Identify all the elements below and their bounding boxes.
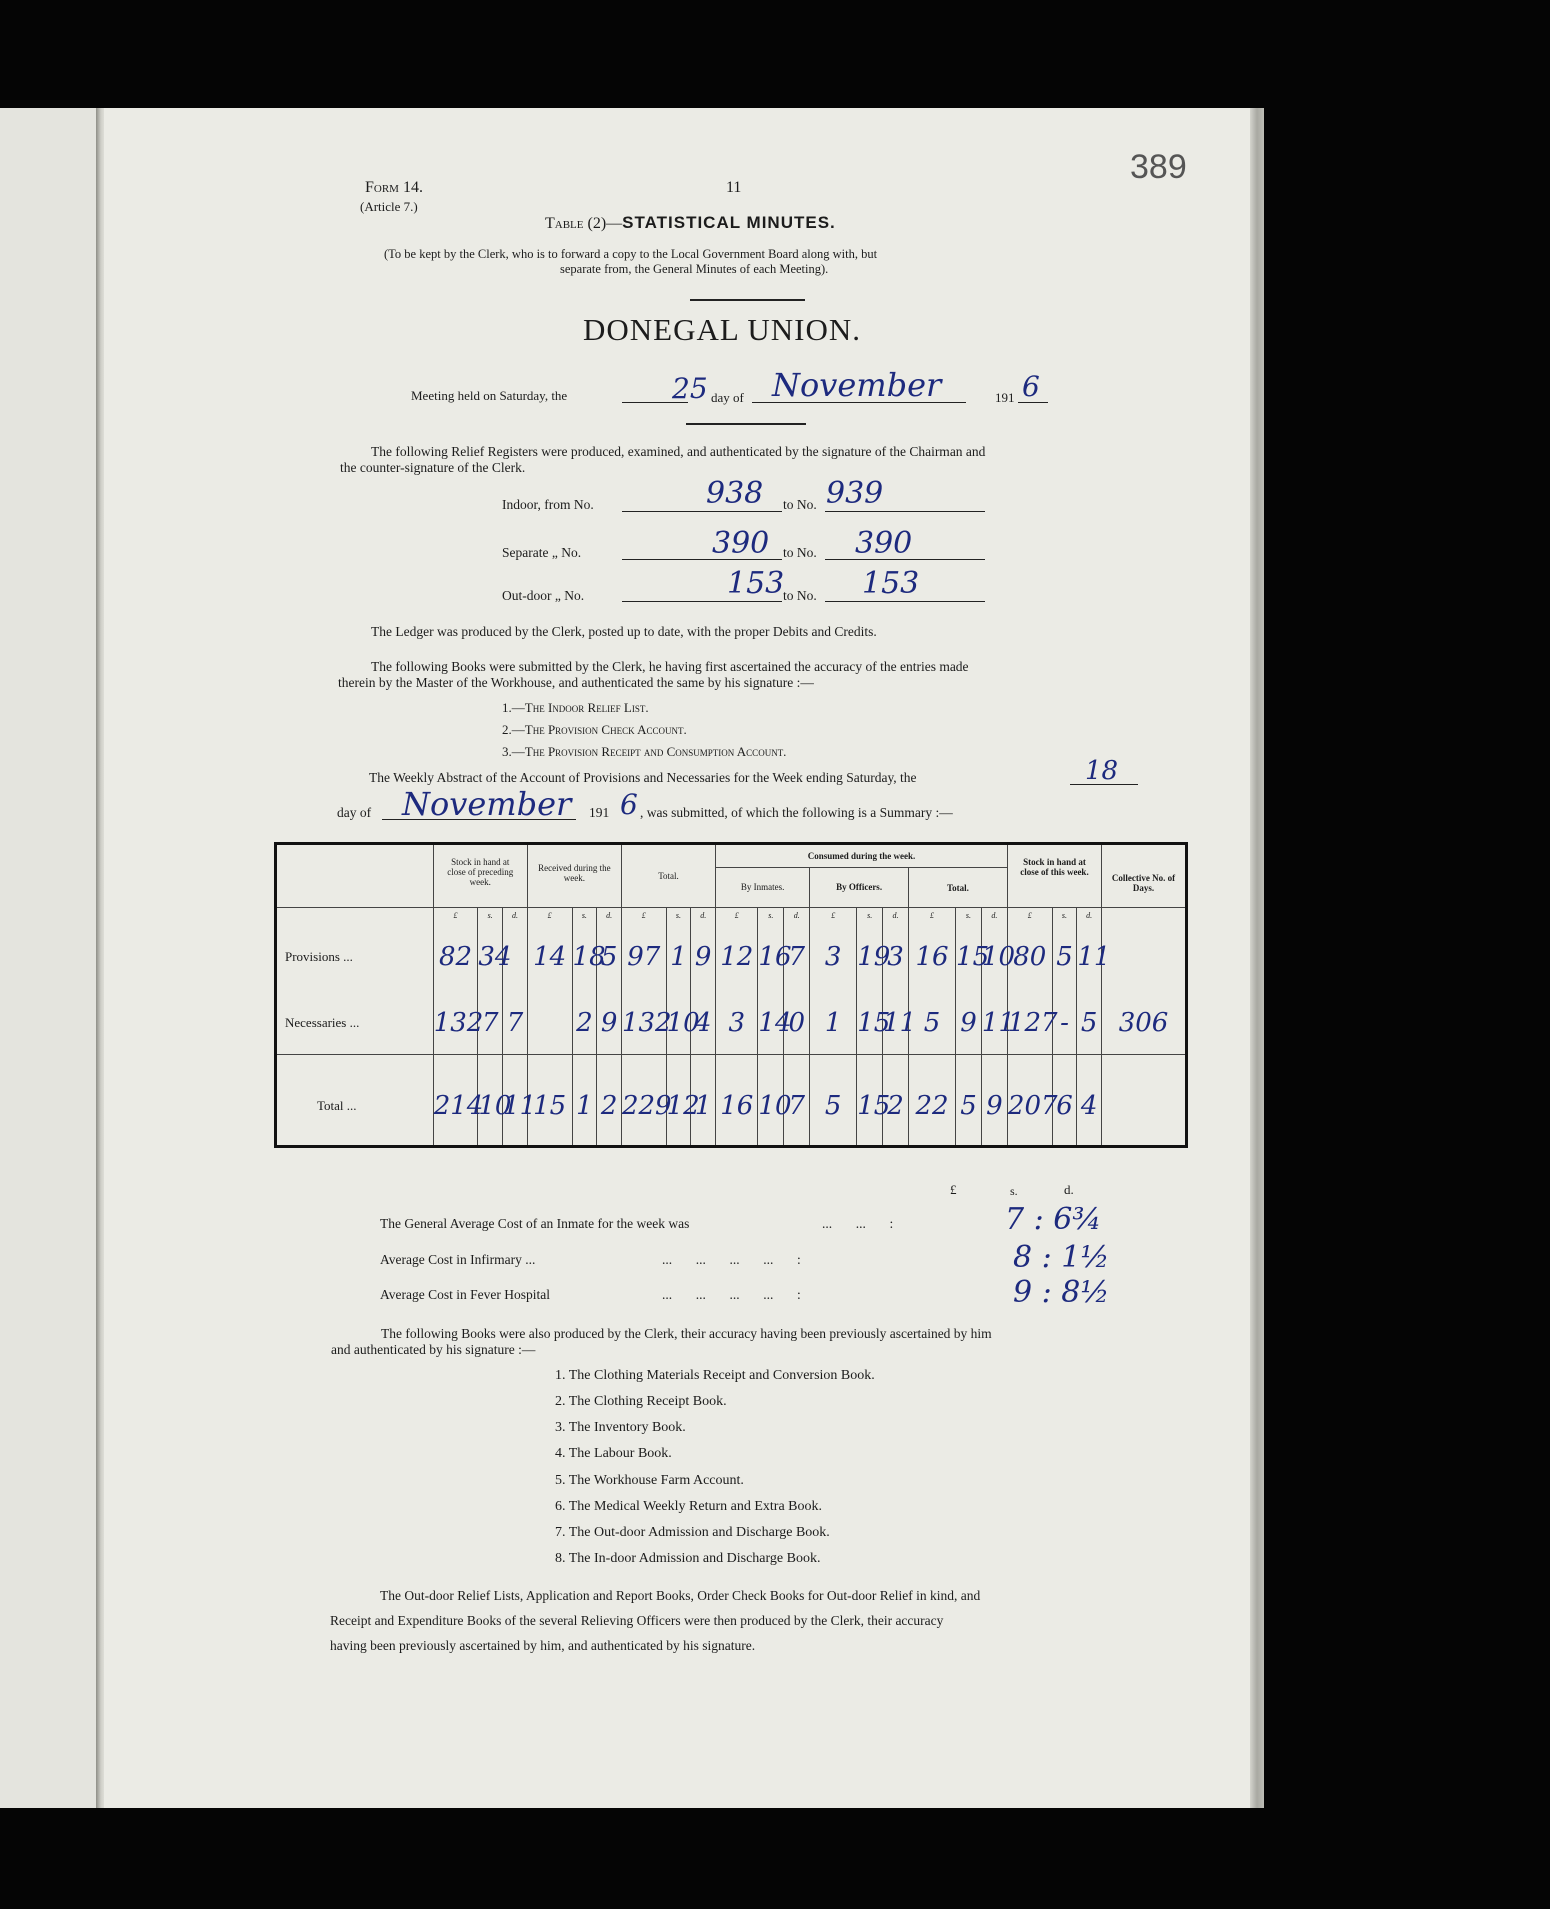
necessaries-by-inmates-pounds: 3	[716, 991, 758, 1055]
necessaries-stock-prev-pence: 7	[503, 991, 528, 1055]
collective-days-total	[1102, 1066, 1187, 1146]
unit-pence: d.	[597, 908, 622, 924]
final-para-line-2: Receipt and Expenditure Books of the several Relieving Officers were then produced by the Clerk, their accuracy	[330, 1613, 944, 1628]
unit-pence: d.	[691, 908, 716, 924]
register-outdoor-to-label: to No.	[783, 588, 817, 603]
rule-above-union	[690, 299, 805, 301]
total-total-shillings: 12	[666, 1066, 691, 1146]
meeting-label: Meeting held on Saturday, the	[411, 388, 568, 403]
left-page-edge	[0, 108, 96, 1808]
unit-shilling: s.	[758, 908, 784, 924]
necessaries-stock-close-pounds: 127	[1007, 991, 1052, 1055]
also-book-7: 7. The Out-door Admission and Discharge Book.	[555, 1525, 830, 1540]
necessaries-by-officers-pence: 11	[883, 991, 909, 1055]
provisions-stock-close-shillings: 5	[1052, 924, 1077, 992]
total-stock-close-pence: 4	[1077, 1066, 1102, 1146]
register-indoor-to: 939	[826, 476, 884, 511]
total-stock-prev-pence: 11	[503, 1066, 528, 1146]
total-by-inmates-pence: 7	[784, 1066, 810, 1146]
register-indoor-from: 938	[706, 476, 764, 511]
relief-para-line-1: The following Relief Registers were produced, examined, and authenticated by the signature of the Chairman and	[371, 444, 986, 459]
header-by-inmates: By Inmates.	[716, 867, 810, 907]
abstract-line-2-end: , was submitted, of which the following is a Summary :—	[640, 805, 953, 820]
unit-pound: £	[716, 908, 758, 924]
meeting-year-prefix: 191	[995, 390, 1015, 405]
meeting-year-suffix: 6	[1022, 370, 1040, 403]
necessaries-consumed-total-pence: 11	[981, 991, 1007, 1055]
header-total: Total.	[621, 844, 715, 908]
total-by-inmates-shillings: 10	[758, 1066, 784, 1146]
table-row-total	[276, 1066, 1187, 1146]
provisions-total-pounds: 97	[621, 924, 666, 992]
total-stock-prev-shillings: 10	[478, 1066, 503, 1146]
unit-pound: £	[433, 908, 478, 924]
abstract-year-prefix: 191	[589, 805, 610, 820]
necessaries-by-officers-shillings: 15	[857, 991, 883, 1055]
units-row	[276, 908, 1187, 924]
register-outdoor-from: 153	[727, 566, 785, 601]
total-total-pence: 1	[691, 1066, 716, 1146]
necessaries-consumed-total-pounds: 5	[908, 991, 955, 1055]
provisions-consumed-total-shillings: 15	[956, 924, 982, 992]
register-indoor-from-line	[622, 511, 782, 512]
also-book-3: 3. The Inventory Book.	[555, 1420, 686, 1435]
table-title-prefix: Table (2)—	[545, 215, 623, 232]
header-consumed-total: Total.	[908, 867, 1007, 907]
page-number: 389	[1130, 148, 1187, 186]
abstract-year-suffix: 6	[620, 788, 638, 821]
total-consumed-total-pence: 9	[981, 1066, 1007, 1146]
provisions-stock-prev-pounds: 82	[433, 924, 478, 992]
cost-fever-label: Average Cost in Fever Hospital	[380, 1287, 550, 1302]
also-book-8: 8. The In-door Admission and Discharge Book.	[555, 1551, 821, 1566]
table-title-main: STATISTICAL MINUTES.	[622, 213, 836, 232]
cost-infirmary-label: Average Cost in Infirmary ...	[380, 1252, 536, 1267]
register-indoor-to-label: to No.	[783, 497, 817, 512]
necessaries-by-inmates-shillings: 14	[758, 991, 784, 1055]
also-book-2: 2. The Clothing Receipt Book.	[555, 1394, 727, 1409]
necessaries-total-pounds: 132	[621, 991, 666, 1055]
final-para-line-1: The Out-door Relief Lists, Application and Report Books, Order Check Books for Out-door Relief in kind, and	[380, 1588, 981, 1603]
unit-shilling: s.	[666, 908, 691, 924]
register-outdoor-label: Out-door „ No.	[502, 588, 585, 603]
necessaries-stock-prev-shillings: 7	[478, 991, 503, 1055]
necessaries-received-pounds	[527, 991, 572, 1055]
row-label-total: Total ...	[317, 1097, 357, 1113]
provisions-by-inmates-pounds: 12	[716, 924, 758, 992]
cost-fever-dots: ... ... ... ... :	[662, 1287, 801, 1302]
necessaries-total-shillings: 10	[666, 991, 691, 1055]
unit-pence: d.	[981, 908, 1007, 924]
total-stock-prev-pounds: 214	[433, 1066, 478, 1146]
rule-below-meeting	[686, 423, 806, 425]
also-book-4: 4. The Labour Book.	[555, 1446, 672, 1461]
header-stock-close: Stock in hand at close of this week.	[1007, 844, 1101, 908]
unit-shilling: s.	[1052, 908, 1077, 924]
cost-fever-value: 9 : 8½	[1013, 1275, 1110, 1310]
books-para-line-1: The following Books were submitted by the Clerk, he having first ascertained the accuracy of the entries made	[371, 659, 969, 674]
also-book-6: 6. The Medical Weekly Return and Extra Book.	[555, 1499, 823, 1514]
unit-pound: £	[908, 908, 955, 924]
provisions-received-shillings: 18	[572, 924, 597, 992]
cost-unit-pence: d.	[1064, 1182, 1074, 1197]
book-item-1: 1.—The Indoor Relief List.	[502, 700, 649, 715]
total-received-shillings: 1	[572, 1066, 597, 1146]
book-item-2: 2.—The Provision Check Account.	[502, 722, 687, 737]
unit-pound: £	[1007, 908, 1052, 924]
total-stock-close-pounds: 207	[1007, 1066, 1052, 1146]
register-indoor-to-line	[825, 511, 985, 512]
provisions-by-officers-shillings: 19	[857, 924, 883, 992]
total-consumed-total-pounds: 22	[908, 1066, 955, 1146]
provisions-by-officers-pence: 3	[883, 924, 909, 992]
union-name: DONEGAL UNION.	[583, 312, 862, 347]
total-received-pence: 2	[597, 1066, 622, 1146]
necessaries-received-pence: 9	[597, 991, 622, 1055]
also-para-line-1: The following Books were also produced by the Clerk, their accuracy having been previously ascertained by him	[381, 1326, 992, 1341]
abstract-month: November	[402, 785, 572, 823]
header-stock-prev: Stock in hand at close of preceding week.	[433, 844, 527, 908]
printed-page-number: 11	[726, 179, 742, 196]
form-number: Form 14.	[365, 179, 423, 196]
provisions-received-pounds: 14	[527, 924, 572, 992]
register-separate-to: 390	[855, 526, 913, 561]
provisions-consumed-total-pounds: 16	[908, 924, 955, 992]
also-book-1: 1. The Clothing Materials Receipt and Conversion Book.	[555, 1368, 875, 1383]
unit-shilling: s.	[857, 908, 883, 924]
total-by-officers-pounds: 5	[810, 1066, 857, 1146]
unit-pence: d.	[1077, 908, 1102, 924]
total-stock-close-shillings: 6	[1052, 1066, 1077, 1146]
register-separate-label: Separate „ No.	[502, 545, 582, 560]
cost-general-dots: ... ... :	[822, 1216, 894, 1231]
ledger-text: The Ledger was produced by the Clerk, posted up to date, with the proper Debits and Credits.	[371, 624, 877, 639]
meeting-day: 25	[672, 372, 708, 405]
provisions-consumed-total-pence: 10	[981, 924, 1007, 992]
total-consumed-total-shillings: 5	[956, 1066, 982, 1146]
necessaries-stock-close-pence: 5	[1077, 991, 1102, 1055]
unit-pence: d.	[503, 908, 528, 924]
necessaries-consumed-total-shillings: 9	[956, 991, 982, 1055]
unit-pence: d.	[883, 908, 909, 924]
cost-general-label: The General Average Cost of an Inmate for the week was	[380, 1216, 690, 1231]
unit-shilling: s.	[478, 908, 503, 924]
unit-shilling: s.	[956, 908, 982, 924]
book-item-3: 3.—The Provision Receipt and Consumption Account.	[502, 744, 787, 759]
register-outdoor-to-line	[825, 601, 985, 602]
necessaries-by-inmates-pence: 0	[784, 991, 810, 1055]
total-by-officers-shillings: 15	[857, 1066, 883, 1146]
provisions-total-pence: 9	[691, 924, 716, 992]
provisions-stock-prev-shillings: 34	[478, 924, 503, 992]
necessaries-stock-prev-pounds: 132	[433, 991, 478, 1055]
provisions-total-shillings: 1	[666, 924, 691, 992]
row-label-provisions: Provisions ...	[285, 949, 353, 965]
table-gap-row	[276, 1055, 1187, 1066]
provisions-received-pence: 5	[597, 924, 622, 992]
header-by-officers: By Officers.	[810, 867, 909, 907]
instruction-line-2: separate from, the General Minutes of each Meeting).	[560, 262, 829, 276]
cost-unit-pound: £	[950, 1182, 957, 1197]
final-para-line-3: having been previously ascertained by him, and authenticated by his signature.	[330, 1638, 756, 1653]
header-blank	[276, 844, 434, 908]
provisions-by-inmates-pence: 7	[784, 924, 810, 992]
total-by-officers-pence: 2	[883, 1066, 909, 1146]
provisions-by-officers-pounds: 3	[810, 924, 857, 992]
meeting-month: November	[772, 366, 942, 404]
register-separate-to-label: to No.	[783, 545, 817, 560]
necessaries-total-pence: 4	[691, 991, 716, 1055]
necessaries-stock-close-shillings: -	[1052, 991, 1077, 1055]
row-label-necessaries: Necessaries ...	[285, 1014, 360, 1030]
cost-infirmary-dots: ... ... ... ... :	[662, 1252, 801, 1267]
collective-days-necessaries: 306	[1102, 991, 1187, 1055]
unit-pound: £	[810, 908, 857, 924]
register-outdoor-to: 153	[862, 566, 920, 601]
unit-pence: d.	[784, 908, 810, 924]
provisions-by-inmates-shillings: 16	[758, 924, 784, 992]
cost-general-value: 7 : 6¾	[1005, 1202, 1102, 1237]
table-row-necessaries	[276, 991, 1187, 1055]
books-para-line-2: therein by the Master of the Workhouse, and authenticated the same by his signature :—	[338, 675, 814, 690]
also-book-5: 5. The Workhouse Farm Account.	[555, 1473, 744, 1488]
table-title	[545, 213, 836, 233]
abstract-day: 18	[1085, 756, 1119, 786]
total-by-inmates-pounds: 16	[716, 1066, 758, 1146]
meeting-day-of: day of	[711, 390, 744, 405]
abstract-line-1: The Weekly Abstract of the Account of Provisions and Necessaries for the Week ending Saturday, the	[369, 770, 917, 785]
register-separate-from: 390	[712, 526, 770, 561]
header-consumed: Consumed during the week.	[716, 844, 1008, 868]
cost-infirmary-value: 8 : 1½	[1013, 1240, 1110, 1275]
form-article: (Article 7.)	[360, 199, 418, 214]
provisions-stock-close-pounds: 80	[1007, 924, 1052, 992]
necessaries-received-shillings: 2	[572, 991, 597, 1055]
relief-para-line-2: the counter-signature of the Clerk.	[340, 460, 526, 475]
header-collective-days: Collective No. of Days.	[1102, 844, 1187, 908]
register-outdoor-from-line	[622, 601, 782, 602]
summary-table	[274, 842, 1188, 1148]
unit-pound: £	[621, 908, 666, 924]
total-received-pounds: 15	[527, 1066, 572, 1146]
necessaries-by-officers-pounds: 1	[810, 991, 857, 1055]
unit-shilling: s.	[572, 908, 597, 924]
also-para-line-2: and authenticated by his signature :—	[331, 1342, 536, 1357]
page-stack-edge	[1250, 108, 1264, 1808]
abstract-day-of: day of	[337, 805, 372, 820]
total-total-pounds: 229	[621, 1066, 666, 1146]
instruction-line-1: (To be kept by the Clerk, who is to forward a copy to the Local Government Board along with, but	[384, 247, 878, 261]
unit-pound: £	[527, 908, 572, 924]
collective-days-provisions	[1102, 924, 1187, 992]
table-row-provisions	[276, 924, 1187, 992]
register-indoor-label: Indoor, from No.	[502, 497, 594, 512]
provisions-stock-close-pence: 11	[1077, 924, 1102, 992]
header-received: Received during the week.	[527, 844, 621, 908]
cost-unit-shilling: s.	[1010, 1184, 1018, 1198]
